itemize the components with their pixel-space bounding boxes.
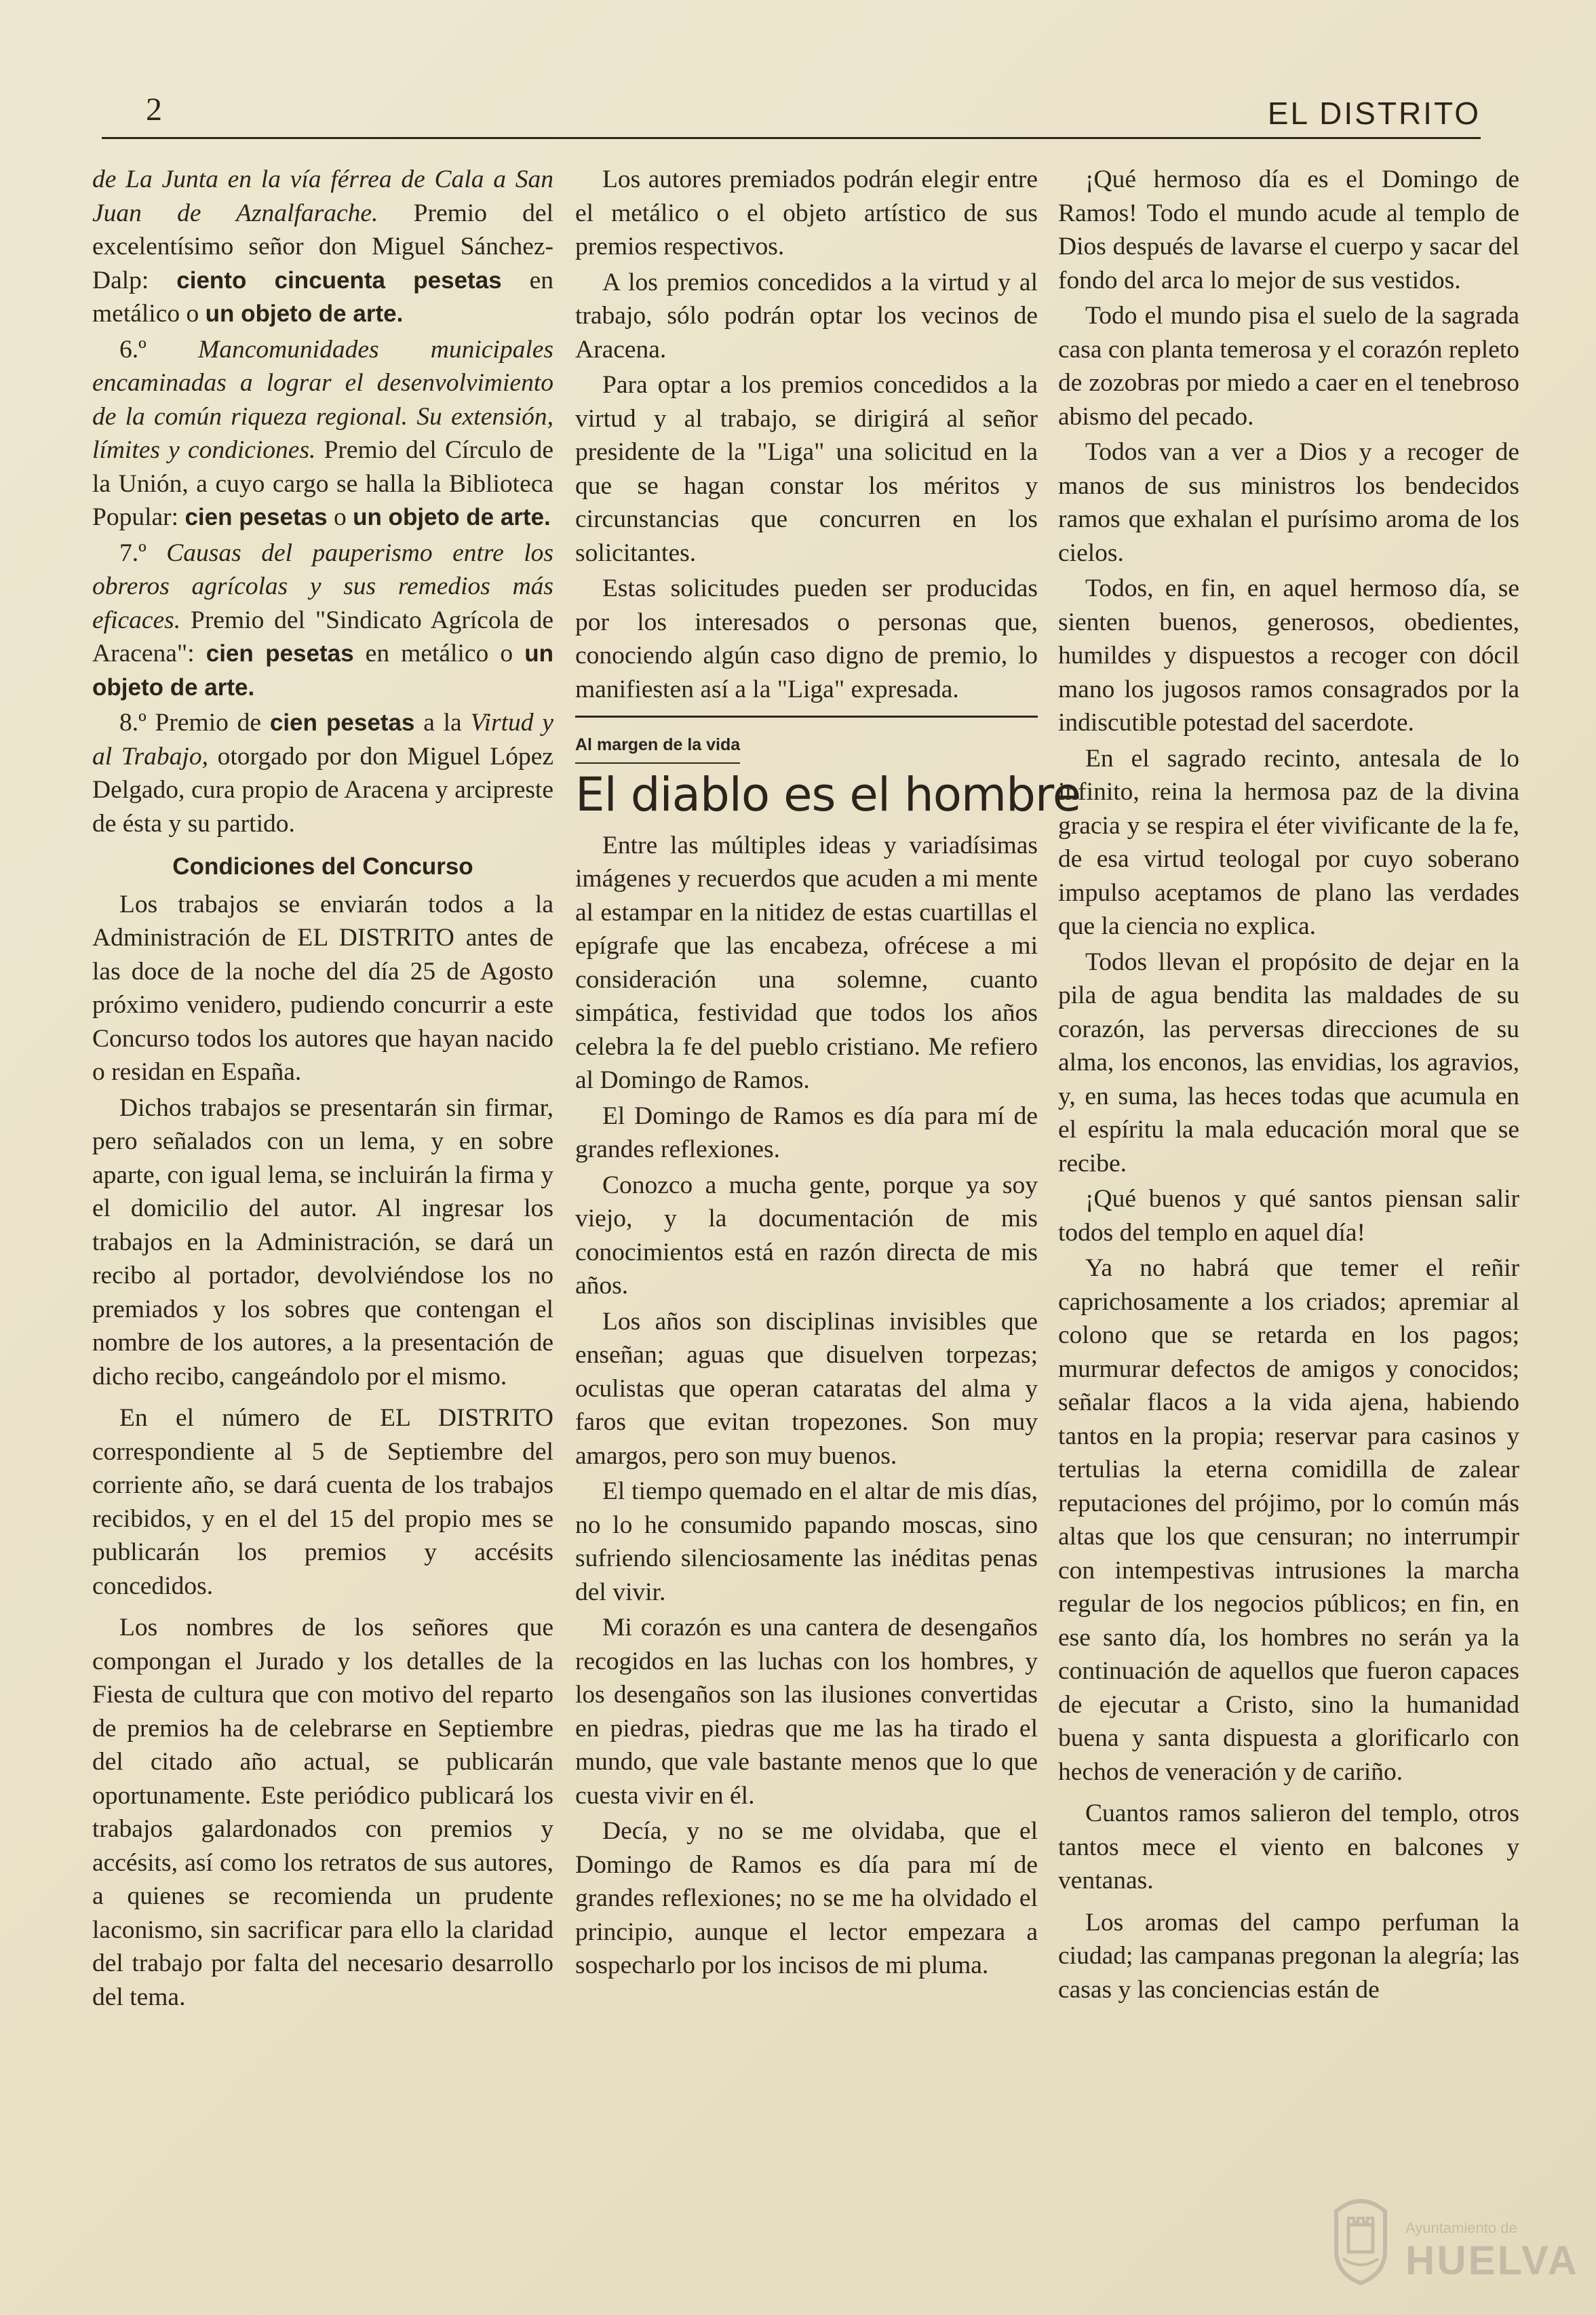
column-3 bbox=[1058, 163, 1519, 2006]
paragraph: Ya no habrá que temer el reñir caprichosamente a los criados; apremiar al colono que se retarda en los pagos; murmurar defectos de amigos y conocidos; señalar flacos a la vida ajena, habiendo tantos en la propia; reservar para casinos y tertulias la eterna comidilla de zalear reputaciones del prójimo, por lo común más altas que los que censuran; no interrumpir con intempestivas intrusiones la marcha regular de los negocios públicos; en fin, en ese santo día, los hombres no serán ya la continuación de aquellos que fueron capaces de ejecutar a Cristo, sino la humanidad buena y santa dispuesta a glorificarlo con hechos de veneración y de cariño. bbox=[1058, 1254, 1519, 1786]
prize-7-text: 7.º Causas del pauperismo entre los obreros agrícolas y sus remedios más eficaces. Premio del "Sindicato Agrícola de Aracena": cien pesetas en metálico o un objeto de arte. bbox=[92, 539, 553, 701]
paragraph: Decía, y no se me olvidaba, que el Domingo de Ramos es día para mí de grandes reflexiones; no se me ha olvidado el principio, aunque el lector empezara a sospecharlo por los incisos de mi pluma. bbox=[575, 1817, 1038, 1979]
watermark-subtitle: Ayuntamiento de bbox=[1405, 2219, 1517, 2236]
paragraph: Todos llevan el propósito de dejar en la pila de agua bendita las maldades de su corazón, las perversas direcciones de su alma, los enconos, las envidias, los agravios, y, en suma, las heces todas que acumula en el espíritu la mala educación moral que se recibe. bbox=[1058, 948, 1519, 1178]
paragraph: Los autores premiados podrán elegir entre el metálico o el objeto artístico de sus premios respectivos. bbox=[575, 166, 1038, 260]
paragraph: ¡Qué buenos y qué santos piensan salir todos del templo en aquel día! bbox=[1058, 1185, 1519, 1247]
paragraph: Los nombres de los señores que compongan el Jurado y los detalles de la Fiesta de cultura que con motivo del reparto de premios ha de celebrarse en Septiembre del citado año actual, se publicarán oportunamente. Este periódico publicará los trabajos galardonados con premios y accésits, así como los retratos de sus autores, a quienes se recomienda un prudente laconismo, sin sacrificar para ello la claridad del trabajo por falta del necesario desarrollo del tema. bbox=[92, 1614, 553, 2011]
paragraph: El tiempo quemado en el altar de mis días, no lo he consumido papando moscas, sino sufriendo silenciosamente las inéditas penas del vivir. bbox=[575, 1477, 1038, 1606]
archive-watermark bbox=[1323, 2177, 1579, 2293]
watermark-city: HUELVA bbox=[1405, 2238, 1579, 2283]
paragraph: Todos, en fin, en aquel hermoso día, se sienten buenos, generosos, obedientes, humildes y dispuestos a recoger con dócil mano los jugosos ramos consagrados por la indiscutible potestad del sacerdote. bbox=[1058, 575, 1519, 737]
paragraph: Todo el mundo pisa el suelo de la sagrada casa con planta temerosa y el corazón repleto de zozobras por miedo a caer en el tenebroso abismo del pecado. bbox=[1058, 302, 1519, 431]
page-header bbox=[102, 88, 1481, 139]
paragraph: El Domingo de Ramos es día para mí de grandes reflexiones. bbox=[575, 1102, 1038, 1163]
paragraph: ¡Qué hermoso día es el Domingo de Ramos! Todo el mundo acude al templo de Dios después de lavarse el cuerpo y sacar del fondo del arca lo mejor de sus vestidos. bbox=[1058, 166, 1519, 294]
paragraph: Para optar a los premios concedidos a la virtud y al trabajo, se dirigirá al señor presidente de la "Liga" una solicitud en la que se hagan constar los méritos y circunstancias que concurren en los solicitantes. bbox=[575, 371, 1038, 567]
paragraph: Todos van a ver a Dios y a recoger de manos de sus ministros los bendecidos ramos que exhalan el purísimo aroma de los cielos. bbox=[1058, 438, 1519, 567]
paragraph: Los aromas del campo perfuman la ciudad; las campanas pregonan la alegría; las casas y las conciencias están de bbox=[1058, 1908, 1519, 2004]
section-divider bbox=[575, 716, 1038, 718]
paragraph: Los años son disciplinas invisibles que enseñan; aguas que disuelven torpezas; oculistas que operan cataratas del alma y faros que evitan tropezones. Son muy amargos, pero son muy buenos. bbox=[575, 1307, 1038, 1470]
article-kicker: Al margen de la vida bbox=[575, 728, 740, 764]
paragraph: En el sagrado recinto, antesala de lo infinito, reina la hermosa paz de la divina gracia y se respira el éter vivificante de la fe, de esa virtud teologal por cuyo soberano impulso aceptamos de plano las verdades que la ciencia no explica. bbox=[1058, 744, 1519, 940]
paragraph: Los trabajos se enviarán todos a la Administración de EL DISTRITO antes de las doce de la noche del día 25 de Agosto próximo venidero, pudiendo concurrir a este Concurso todos los autores que hayan nacido o residan en España. bbox=[92, 890, 553, 1086]
paragraph: Estas solicitudes pueden ser producidas por los interesados o personas que, conociendo algún caso digno de premio, lo manifiesten así a la "Liga" expresada. bbox=[575, 575, 1038, 703]
prize-6-text: 6.º Mancomunidades municipales encaminadas a lograr el desenvolvimiento de la común riqueza regional. Su extensión, límites y condiciones. Premio del Círculo de la Unión, a cuyo cargo se halla la Biblioteca Popular: cien pesetas o un objeto de arte. bbox=[92, 335, 553, 531]
prize-5-text: de La Junta en la vía férrea de Cala a San Juan de Aznalfarache. Premio del excelentísimo señor don Miguel Sánchez-Dalp: ciento cincuenta pesetas en metálico o un objeto de arte. bbox=[92, 166, 553, 328]
column-2 bbox=[575, 163, 1081, 1983]
paragraph: Cuantos ramos salieron del templo, otros tantos mece el viento en balcones y ventanas. bbox=[1058, 1800, 1519, 1894]
paragraph: Mi corazón es una cantera de desengaños recogidos en las luchas con los hombres, y los desengaños son las ilusiones convertidas en piedras, piedras que me las ha tirado el mundo, que vale bastante menos que lo que cuesta vivir en él. bbox=[575, 1614, 1038, 1810]
column-1 bbox=[92, 163, 553, 2014]
prize-8-text: 8.º Premio de cien pesetas a la Virtud y al Trabajo, otorgado por don Miguel López Delgado, cura propio de Aracena y arcipreste de ésta y su partido. bbox=[92, 709, 554, 838]
page-number: 2 bbox=[146, 92, 162, 128]
paragraph: Conozco a mucha gente, porque ya soy viejo, y la documentación de mis conocimientos está en razón directa de mis años. bbox=[575, 1171, 1038, 1300]
city-shield-icon bbox=[1323, 2191, 1399, 2286]
paragraph: A los premios concedidos a la virtud y al trabajo, sólo podrán optar los vecinos de Aracena. bbox=[575, 268, 1038, 364]
newspaper-name: EL DISTRITO bbox=[1267, 96, 1481, 131]
article-title: El diablo es el hombre bbox=[575, 767, 1081, 822]
paragraph: En el número de EL DISTRITO correspondiente al 5 de Septiembre del corriente año, se dará cuenta de los trabajos recibidos, y en el del 15 del propio mes se publicarán los premios y accésits concedidos. bbox=[92, 1404, 553, 1600]
paragraph: Entre las múltiples ideas y variadísimas imágenes y recuerdos que acuden a mi mente al estampar en la nitidez de estas cuartillas el epígrafe que las encabeza, ofrécese a mi consideración una solemne, cuanto simpática, festividad que todos los años celebra la fe del pueblo cristiano. Me refiero al Domingo de Ramos. bbox=[575, 831, 1038, 1094]
paragraph: Dichos trabajos se presentarán sin firmar, pero señalados con un lema, y en sobre aparte, con igual lema, se incluirán la firma y el domicilio del autor. Al ingresar los trabajos en la Administración, se dará un recibo al portador, devolviéndose los no premiados y los sobres que contengan el nombre de los autores, a la presentación de dicho recibo, cangeándolo por el mismo. bbox=[92, 1093, 553, 1390]
conditions-heading: Condiciones del Concurso bbox=[172, 853, 473, 880]
